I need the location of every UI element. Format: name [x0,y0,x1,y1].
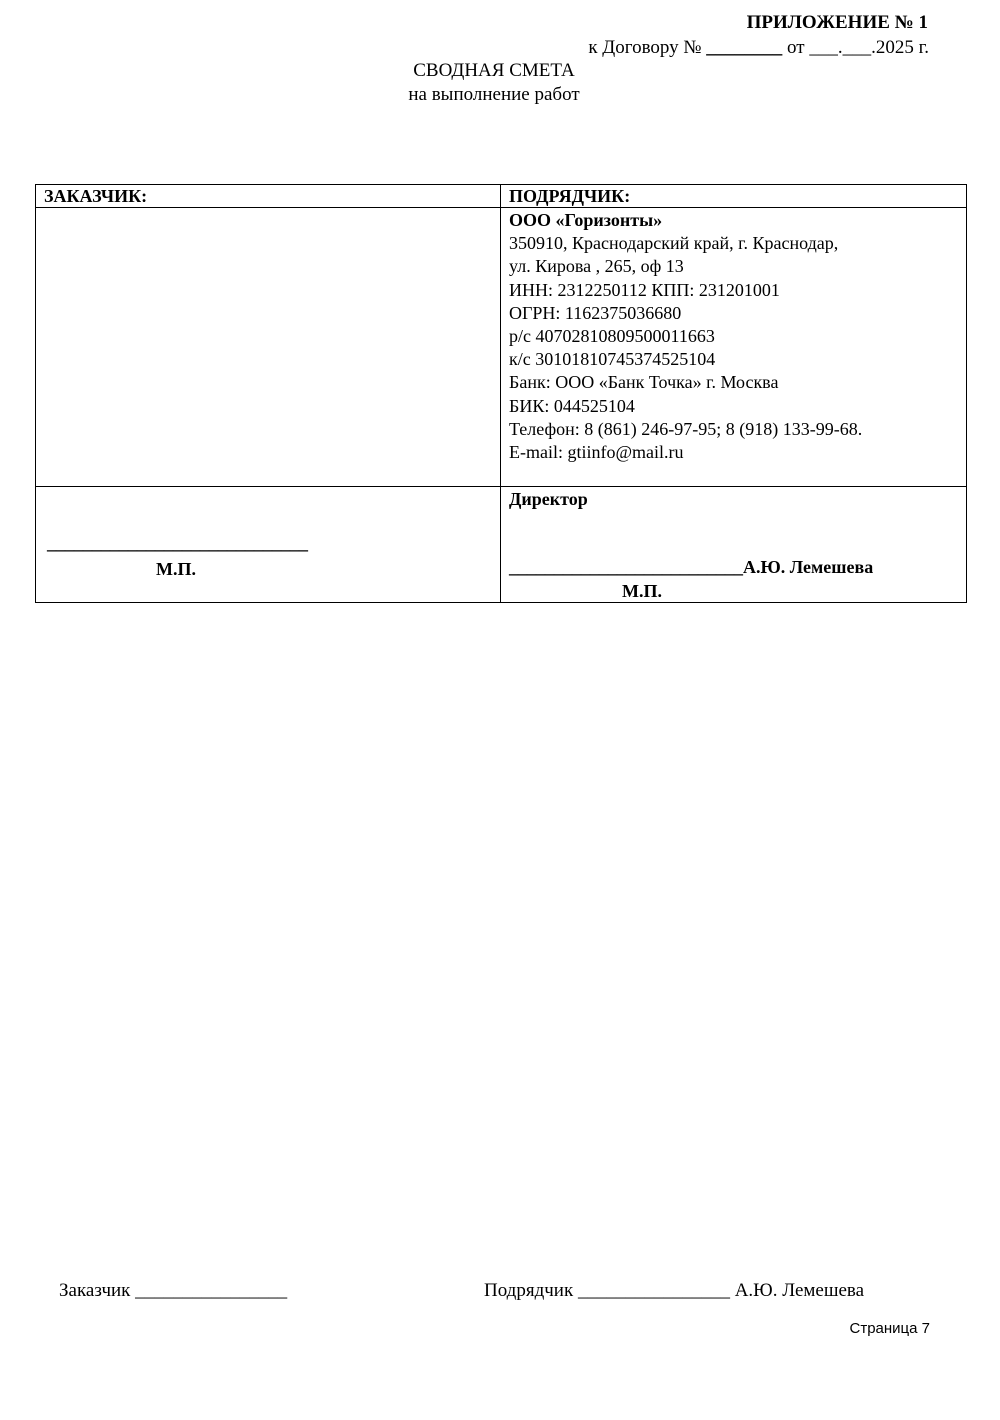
estimate-title: СВОДНАЯ СМЕТА [413,60,575,81]
contract-reference [588,37,929,59]
contract-date: от ___.___.2025 г. [787,37,929,58]
contractor-inn-kpp: ИНН: 2312250112 КПП: 231201001 [509,279,780,300]
contractor-stamp-label: М.П. [622,581,662,601]
customer-signature-cell [36,487,501,603]
contractor-phone: Телефон: 8 (861) 246-97-95; 8 (918) 133-99-68. [509,418,863,439]
footer-contractor-signature: Подрядчик ________________ А.Ю. Лемешева [484,1280,865,1301]
contractor-address-line2: ул. Кирова , 265, оф 13 [509,256,684,277]
customer-signature-line: _____________________________ [47,533,308,553]
contractor-header: ПОДРЯДЧИК: [501,185,967,208]
contractor-name: ООО «Горизонты» [509,210,663,230]
customer-stamp-label: М.П. [156,559,196,579]
contractor-bank: Банк: ООО «Банк Точка» г. Москва [509,372,779,393]
parties-table [35,184,967,603]
parties-header-row [36,185,967,208]
footer-customer-signature: Заказчик ________________ [59,1280,288,1301]
contractor-email: E-mail: gtiinfo@mail.ru [509,442,684,463]
page-number: Страница 7 [849,1320,930,1337]
contract-number-blank: ________ [706,37,783,58]
customer-details-cell [36,208,501,487]
parties-signature-row [36,487,967,603]
contractor-role: Директор [509,489,588,509]
customer-header: ЗАКАЗЧИК: [36,185,501,208]
contractor-address-line1: 350910, Краснодарский край, г. Краснодар, [509,233,839,254]
contractor-signature-cell [501,487,967,603]
contractor-ogrn: ОГРН: 1162375036680 [509,302,682,323]
contractor-signature-line: __________________________А.Ю. Лемешева [509,557,874,577]
contractor-ks: к/с 30101810745374525104 [509,349,716,370]
appendix-title: ПРИЛОЖЕНИЕ № 1 [746,12,928,33]
estimate-subtitle: на выполнение работ [408,84,580,105]
contractor-rs: р/с 40702810809500011663 [509,326,715,347]
contract-prefix: к Договору № [588,37,702,58]
parties-details-row [36,208,967,487]
contractor-details-cell [501,208,967,487]
contractor-bik: БИК: 044525104 [509,395,635,416]
